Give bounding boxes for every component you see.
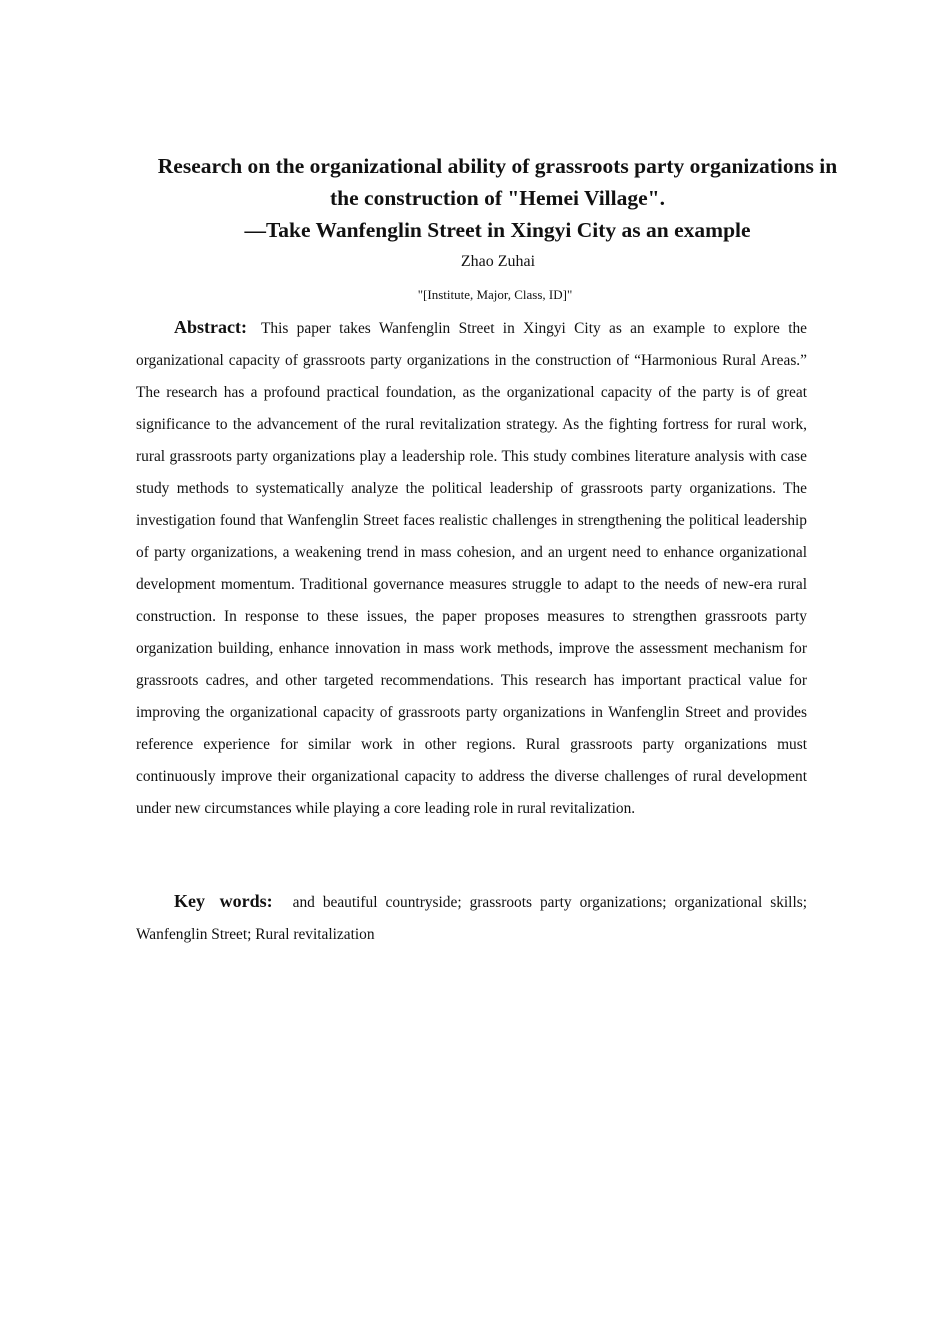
keywords-paragraph — [136, 885, 807, 951]
title-block — [100, 150, 895, 246]
abstract-text: This paper takes Wanfenglin Street in Xingyi City as an example to explore the organizational capacity of grassroots party organizations in the construction of “Harmonious Rural Areas.” The research has a profound practical foundation, as the organizational capacity of the party is of great significance to the advancement of the rural revitalization strategy. As the fighting fortress for rural work, rural grassroots party organizations play a leadership role. This study combines literature analysis with case study methods to systematically analyze the political leadership of grassroots party organizations. The investigation found that Wanfenglin Street faces realistic challenges in strengthening the political leadership of party organizations, a weakening trend in mass cohesion, and an urgent need to enhance organizational development momentum. Traditional governance measures struggle to adapt to the needs of new-era rural construction. In response to these issues, the paper proposes measures to strengthen grassroots party organization building, enhance innovation in mass work methods, improve the assessment mechanism for grassroots cadres, and other targeted recommendations. This research has important practical value for improving the organizational capacity of grassroots party organizations in Wanfenglin Street and provides reference experience for similar work in other regions. Rural grassroots party organizations must continuously improve their organizational capacity to address the diverse challenges of rural development under new circumstances while playing a core leading role in rural revitalization. — [136, 320, 807, 817]
paper-title-line-2: the construction of "Hemei Village". — [330, 186, 665, 210]
keywords-text: and beautiful countryside; grassroots party organizations; organizational skills; Wanfenglin Street; Rural revitalization — [136, 894, 807, 943]
paper-subtitle: —Take Wanfenglin Street in Xingyi City as an example — [244, 218, 751, 242]
abstract-label: Abstract: — [174, 317, 247, 337]
author-name: Zhao Zuhai — [460, 253, 536, 270]
author-affiliation: "[Institute, Major, Class, ID]" — [417, 287, 573, 302]
abstract-paragraph — [136, 311, 807, 825]
paper-title-line-1: Research on the organizational ability of grassroots party organizations in — [157, 154, 838, 178]
keywords-label: Key words: — [174, 891, 273, 911]
